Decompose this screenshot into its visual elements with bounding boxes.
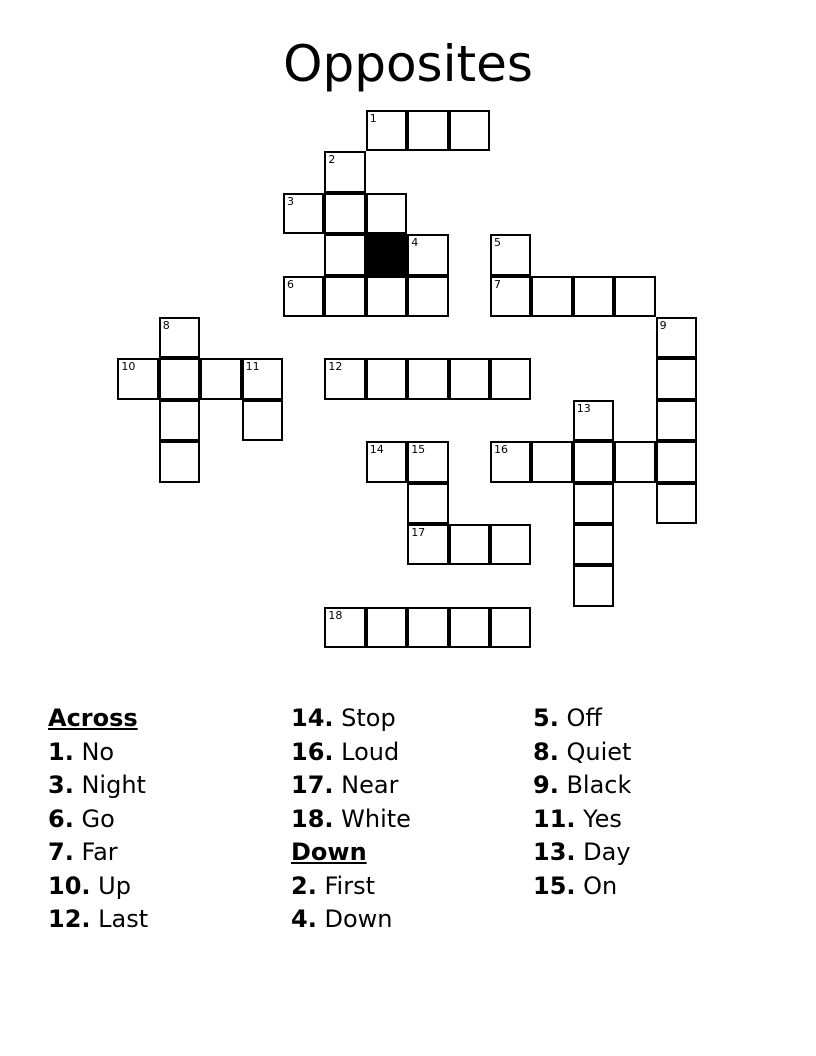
clue-item-number: 2.: [291, 871, 317, 900]
grid-cell[interactable]: [407, 358, 448, 399]
clue-number: 1: [369, 112, 377, 125]
clue-number: 8: [162, 319, 170, 332]
clue-item-number: 5.: [533, 704, 559, 732]
clue-number: 18: [328, 608, 343, 622]
clue-item-text: Down: [324, 905, 393, 933]
clue-item: [533, 870, 631, 904]
clue-item-number: 11.: [533, 804, 576, 833]
grid-cell[interactable]: [449, 607, 490, 648]
grid-cell[interactable]: [656, 358, 697, 399]
clue-item-text: Stop: [341, 704, 396, 732]
clue-item-number: 3.: [48, 771, 74, 799]
clue-item: [48, 870, 148, 904]
clue-item: [48, 803, 148, 837]
grid-cell[interactable]: [531, 441, 572, 482]
clue-item-text: Near: [341, 771, 399, 799]
clue-item-number: 10.: [48, 871, 91, 900]
clue-item: [533, 836, 631, 870]
grid-cell[interactable]: [656, 483, 697, 524]
grid-cell[interactable]: [407, 276, 448, 317]
grid-cell[interactable]: [324, 276, 365, 317]
clue-column-3: [533, 702, 631, 903]
clue-item-text: Far: [81, 838, 118, 866]
grid-cell[interactable]: [242, 358, 283, 399]
clue-item-text: No: [81, 737, 115, 766]
clue-item-number: 12.: [48, 905, 91, 933]
grid-cell[interactable]: [573, 400, 614, 441]
grid-cell[interactable]: [407, 524, 448, 565]
grid-cell[interactable]: [324, 151, 365, 192]
clue-number: 14: [369, 443, 384, 457]
clue-number: 5: [494, 236, 501, 250]
clue-heading: Down: [291, 838, 367, 866]
grid-cell[interactable]: [490, 276, 531, 317]
clue-number: 15: [411, 443, 426, 457]
clue-item-text: Black: [566, 771, 632, 799]
clue-item-number: 1.: [48, 737, 74, 766]
clue-number: 17: [411, 526, 426, 539]
clue-item-number: 16.: [291, 737, 334, 766]
clue-item-text: White: [341, 804, 411, 833]
grid-cell[interactable]: [490, 234, 531, 275]
grid-cell[interactable]: [656, 317, 697, 358]
clue-number: 16: [494, 443, 508, 457]
grid-cell[interactable]: [614, 276, 655, 317]
grid-cell[interactable]: [407, 607, 448, 648]
grid-cell[interactable]: [490, 607, 531, 648]
grid-cell[interactable]: [614, 441, 655, 482]
clue-item-text: Go: [81, 804, 115, 833]
clue-item-text: Yes: [583, 804, 622, 833]
clue-item-text: Quiet: [566, 737, 632, 766]
clue-item: [291, 769, 411, 803]
clue-column-2: [291, 702, 411, 937]
clue-number: 10: [121, 360, 136, 374]
grid-cell[interactable]: [117, 358, 158, 399]
grid-cell[interactable]: [283, 193, 324, 234]
grid-cell[interactable]: [242, 400, 283, 441]
grid-cell[interactable]: [159, 358, 200, 399]
clue-item-text: Off: [566, 704, 602, 732]
clue-item: [533, 736, 631, 770]
clue-item-number: 6.: [48, 804, 74, 833]
clue-item-text: Loud: [341, 737, 400, 766]
clue-heading: Across: [48, 704, 138, 732]
grid-cell[interactable]: [573, 483, 614, 524]
clue-number: 4: [411, 236, 419, 250]
grid-cell[interactable]: [531, 276, 572, 317]
clue-item: [48, 769, 148, 803]
grid-cell[interactable]: [366, 358, 407, 399]
grid-cell[interactable]: [324, 234, 365, 275]
clue-item-text: On: [583, 871, 618, 900]
clue-item-text: Up: [98, 871, 131, 900]
grid-cell[interactable]: [573, 441, 614, 482]
clue-item: [291, 702, 411, 736]
grid-cell[interactable]: [324, 607, 365, 648]
grid-cell[interactable]: [449, 110, 490, 151]
grid-cell[interactable]: [656, 400, 697, 441]
clue-number: 7: [494, 277, 501, 291]
clue-item: [533, 702, 631, 736]
grid-cell[interactable]: [490, 441, 531, 482]
clue-number: 9: [659, 319, 667, 332]
grid-cell[interactable]: [283, 276, 324, 317]
clue-item-number: 14.: [291, 704, 334, 732]
grid-cell[interactable]: [324, 193, 365, 234]
clue-item: [533, 769, 631, 803]
grid-cell[interactable]: [159, 400, 200, 441]
clue-item-number: 9.: [533, 771, 559, 799]
puzzle-title: Opposites: [283, 35, 533, 93]
grid-cell[interactable]: [573, 524, 614, 565]
grid-cell[interactable]: [656, 441, 697, 482]
clue-item: [48, 836, 148, 870]
clue-item-text: Last: [98, 905, 149, 933]
clue-number: 6: [287, 277, 294, 291]
clue-item: [291, 870, 411, 904]
grid-cell[interactable]: [407, 110, 448, 151]
grid-cell[interactable]: [573, 565, 614, 606]
clue-item-number: 4.: [291, 905, 317, 933]
clue-item-number: 15.: [533, 871, 576, 900]
grid-cell[interactable]: [573, 276, 614, 317]
clue-item-text: First: [324, 871, 375, 900]
grid-cell[interactable]: [366, 193, 407, 234]
clue-item: [533, 803, 631, 837]
grid-cell[interactable]: [366, 441, 407, 482]
grid-cell[interactable]: [449, 358, 490, 399]
grid-cell[interactable]: [159, 317, 200, 358]
grid-cell[interactable]: [324, 358, 365, 399]
grid-cell[interactable]: [366, 607, 407, 648]
clue-item-number: 18.: [291, 804, 334, 833]
clue-item: [48, 903, 148, 937]
grid-cell[interactable]: [407, 483, 448, 524]
clue-item-number: 13.: [533, 838, 576, 866]
grid-cell[interactable]: [490, 358, 531, 399]
clue-item: [291, 736, 411, 770]
clue-item-text: Night: [81, 771, 146, 799]
grid-cell[interactable]: [449, 524, 490, 565]
clue-item-text: Day: [583, 838, 631, 866]
clue-item-number: 8.: [533, 737, 559, 766]
clue-number: 13: [576, 401, 591, 415]
black-cell: [366, 234, 407, 275]
grid-cell[interactable]: [407, 441, 448, 482]
clue-number: 12: [328, 360, 343, 374]
grid-cell[interactable]: [159, 441, 200, 482]
grid-cell[interactable]: [366, 110, 407, 151]
grid-cell[interactable]: [407, 234, 448, 275]
clue-item: [48, 736, 148, 770]
clue-number: 3: [287, 194, 294, 208]
clue-number: 2: [328, 153, 336, 167]
clue-item: [291, 803, 411, 837]
grid-cell[interactable]: [490, 524, 531, 565]
clue-number: 11: [245, 360, 260, 374]
clue-column-1: [48, 702, 148, 937]
grid-cell[interactable]: [366, 276, 407, 317]
clue-item: [291, 903, 411, 937]
clue-item-number: 17.: [291, 771, 334, 799]
clue-item-number: 7.: [48, 838, 74, 866]
grid-cell[interactable]: [200, 358, 241, 399]
